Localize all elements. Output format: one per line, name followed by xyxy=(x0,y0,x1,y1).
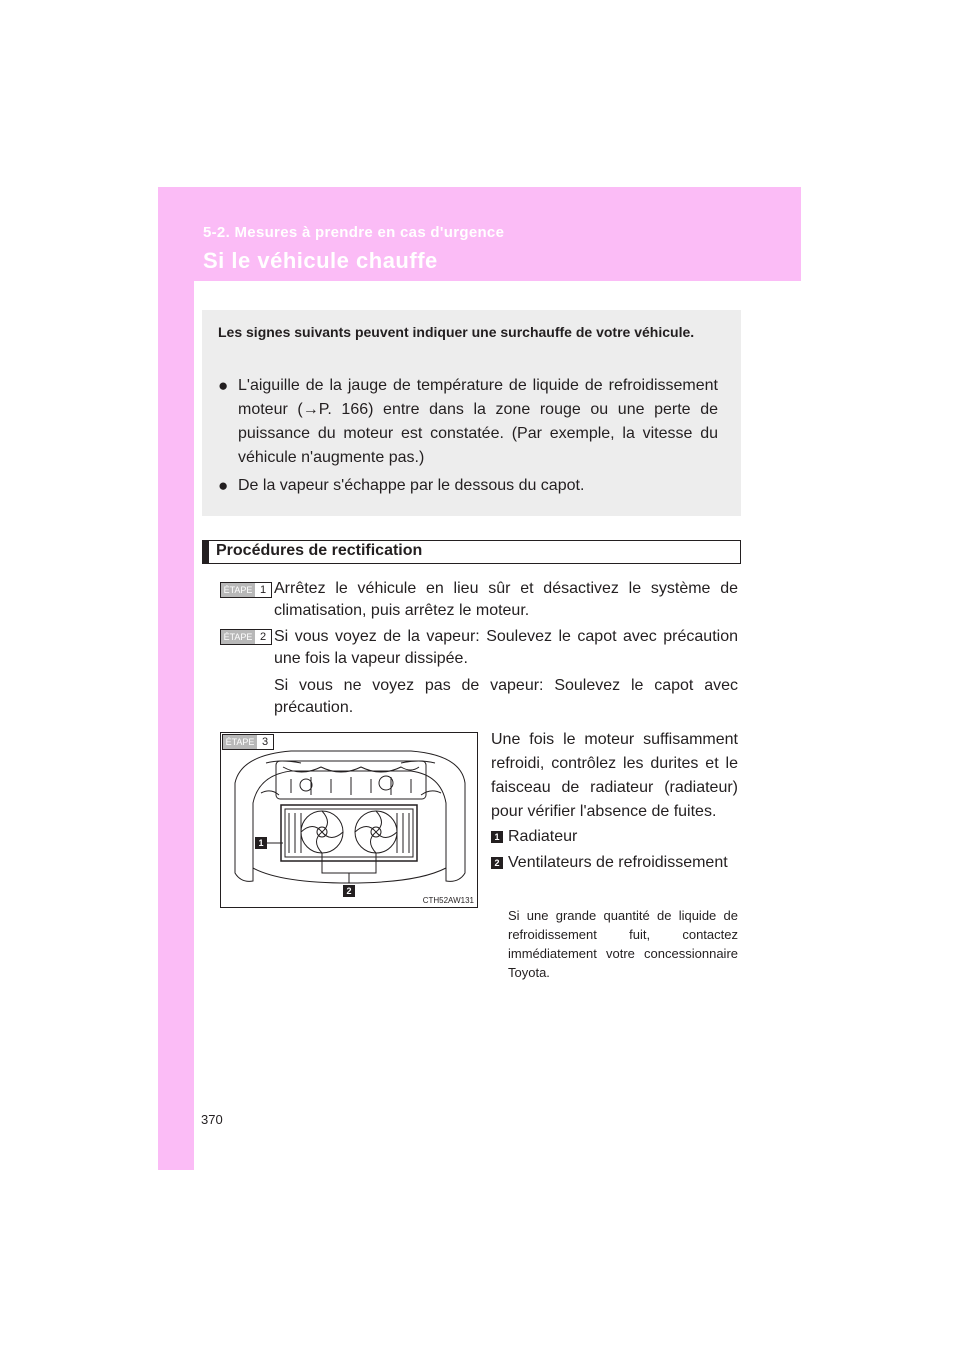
bullet-dot-icon: ● xyxy=(218,376,229,395)
note-text: Si une grande quantité de liquide de refroidissement fuit, contactez immédiatement votre concessionnaire Toyota. xyxy=(508,908,738,980)
step-1-text: Arrêtez le véhicule en lieu sûr et désactivez le système de climatisation, puis arrêtez le moteur. xyxy=(274,580,738,619)
legend-2-label: Ventilateurs de refroidissement xyxy=(508,854,728,871)
info-intro: Les signes suivants peuvent indiquer une surchauffe de votre véhicule. xyxy=(218,324,695,340)
step-badge-1 xyxy=(220,582,272,598)
section-label: 5-2. Mesures à prendre en cas d'urgence xyxy=(203,224,505,241)
engine-illustration xyxy=(221,733,477,907)
step-word: ÉTAPE xyxy=(223,735,257,749)
legend-2-marker: 2 xyxy=(491,857,503,869)
step-2-text: Si vous voyez de la vapeur: Soulevez le capot avec précaution une fois la vapeur dissipée. xyxy=(274,628,738,667)
callout-2-marker: 2 xyxy=(343,885,355,897)
legend-1-label: Radiateur xyxy=(508,828,578,845)
section-heading xyxy=(202,540,741,564)
bullet-text: De la vapeur s'échappe par le dessous du capot. xyxy=(238,477,585,494)
page-title: Si le véhicule chauffe xyxy=(203,248,438,273)
heading-bar xyxy=(203,541,209,563)
callout-1-marker: 1 xyxy=(255,837,267,849)
step-3-text: Une fois le moteur suffisamment refroidi, contrôlez les durites et le faisceau de radiateur (radiateur) pour vérifier l'absence de fuites. xyxy=(491,731,738,820)
engine-figure xyxy=(220,732,478,908)
page-number: 370 xyxy=(201,1112,223,1127)
side-strip xyxy=(158,187,194,1170)
legend-1-marker: 1 xyxy=(491,831,503,843)
bullet-item xyxy=(218,474,718,498)
step-number: 2 xyxy=(255,630,271,644)
section-heading-text: Procédures de rectification xyxy=(216,542,423,559)
bullet-text: L'aiguille de la jauge de température de liquide de refroidissement moteur (→P. 166) entre dans la zone rouge ou une perte de puissance du moteur est constatée. (Par exemple, la vitesse du véhicule n'augmente pas.) xyxy=(238,377,718,466)
bullet-item xyxy=(218,374,718,470)
step-badge-2 xyxy=(220,629,272,645)
step-number: 3 xyxy=(257,735,273,749)
step-number: 1 xyxy=(255,583,271,597)
bullet-dot-icon: ● xyxy=(218,476,229,495)
step-2-text-alt: Si vous ne voyez pas de vapeur: Soulevez le capot avec précaution. xyxy=(274,677,738,716)
step-word: ÉTAPE xyxy=(221,583,255,597)
step-word: ÉTAPE xyxy=(221,630,255,644)
figure-code: CTH52AW131 xyxy=(422,896,474,905)
